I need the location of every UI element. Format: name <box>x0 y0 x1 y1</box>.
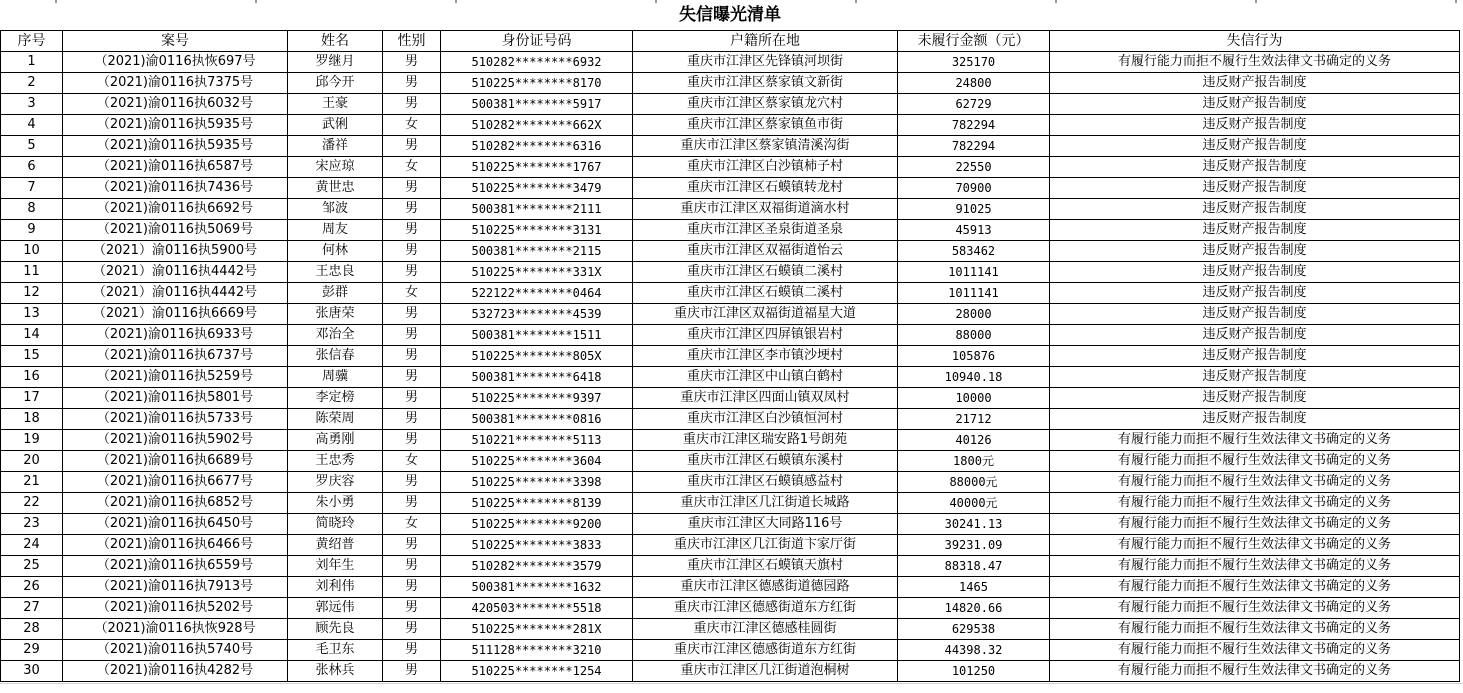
cell-id-number[interactable]: 510225********281X <box>441 619 633 640</box>
cell-name[interactable]: 邓治全 <box>288 325 383 346</box>
cell-behavior[interactable]: 有履行能力而拒不履行生效法律文书确定的义务 <box>1050 640 1460 661</box>
cell-id-number[interactable]: 510225********9200 <box>441 514 633 535</box>
cell-name[interactable]: 刘利伟 <box>288 577 383 598</box>
cell-index[interactable]: 10 <box>1 241 63 262</box>
table-row <box>1 367 1460 388</box>
cell-residence[interactable]: 重庆市江津区石蟆镇感益村 <box>633 472 898 493</box>
cell-gender[interactable]: 男 <box>383 73 441 94</box>
cell-residence[interactable]: 重庆市江津区德感街道东方红街 <box>633 598 898 619</box>
cell-id-number[interactable]: 510282********6316 <box>441 136 633 157</box>
cell-residence[interactable]: 重庆市江津区石蟆镇二溪村 <box>633 262 898 283</box>
cell-index[interactable]: 15 <box>1 346 63 367</box>
cell-id-number[interactable]: 510225********8139 <box>441 493 633 514</box>
cell-index[interactable]: 29 <box>1 640 63 661</box>
cell-behavior[interactable]: 违反财产报告制度 <box>1050 178 1460 199</box>
header-cell-name[interactable]: 姓名 <box>288 31 383 52</box>
cell-name[interactable]: 张林兵 <box>288 661 383 682</box>
header-cell-id-number[interactable]: 身份证号码 <box>441 31 633 52</box>
cell-unpaid-amount[interactable]: 70900 <box>898 178 1050 199</box>
cell-case-number[interactable]: （2021)渝0116执7436号 <box>63 178 288 199</box>
sheet-title: 失信曝光清单 <box>1 0 1460 31</box>
cell-residence[interactable]: 重庆市江津区石蟆镇东溪村 <box>633 451 898 472</box>
cell-unpaid-amount[interactable]: 101250 <box>898 661 1050 682</box>
cell-case-number[interactable]: （2021)渝0116执5069号 <box>63 220 288 241</box>
cell-unpaid-amount[interactable]: 39231.09 <box>898 535 1050 556</box>
cell-case-number[interactable]: （2021)渝0116执6587号 <box>63 157 288 178</box>
cell-index[interactable]: 26 <box>1 577 63 598</box>
cell-behavior[interactable]: 有履行能力而拒不履行生效法律文书确定的义务 <box>1050 430 1460 451</box>
cell-gender[interactable]: 男 <box>383 52 441 73</box>
cell-index[interactable]: 2 <box>1 73 63 94</box>
table-row <box>1 262 1460 283</box>
cell-gender[interactable]: 男 <box>383 304 441 325</box>
cell-id-number[interactable]: 510225********3398 <box>441 472 633 493</box>
cell-behavior[interactable]: 有履行能力而拒不履行生效法律文书确定的义务 <box>1050 577 1460 598</box>
header-row <box>1 31 1460 52</box>
table-row <box>1 409 1460 430</box>
cell-behavior[interactable]: 违反财产报告制度 <box>1050 304 1460 325</box>
cell-id-number[interactable]: 511128********3210 <box>441 640 633 661</box>
cell-name[interactable]: 邱今开 <box>288 73 383 94</box>
cell-case-number[interactable]: （2021)渝0116执恢697号 <box>63 52 288 73</box>
table-row <box>1 199 1460 220</box>
cell-unpaid-amount[interactable]: 30241.13 <box>898 514 1050 535</box>
cell-behavior[interactable]: 有履行能力而拒不履行生效法律文书确定的义务 <box>1050 493 1460 514</box>
table-row <box>1 220 1460 241</box>
cell-gender[interactable]: 女 <box>383 451 441 472</box>
cell-behavior[interactable]: 违反财产报告制度 <box>1050 73 1460 94</box>
cell-case-number[interactable]: （2021)渝0116执5801号 <box>63 388 288 409</box>
cell-behavior[interactable]: 有履行能力而拒不履行生效法律文书确定的义务 <box>1050 52 1460 73</box>
cell-index[interactable]: 18 <box>1 409 63 430</box>
table-row <box>1 430 1460 451</box>
cell-index[interactable]: 8 <box>1 199 63 220</box>
cell-gender[interactable]: 男 <box>383 556 441 577</box>
cell-name[interactable]: 周骥 <box>288 367 383 388</box>
table-row <box>1 178 1460 199</box>
cell-id-number[interactable]: 510225********805X <box>441 346 633 367</box>
table-row <box>1 94 1460 115</box>
cell-gender[interactable]: 男 <box>383 325 441 346</box>
table-row <box>1 598 1460 619</box>
cell-name[interactable]: 何林 <box>288 241 383 262</box>
cell-behavior[interactable]: 有履行能力而拒不履行生效法律文书确定的义务 <box>1050 661 1460 682</box>
cell-residence[interactable]: 重庆市江津区圣泉街道圣泉 <box>633 220 898 241</box>
cell-behavior[interactable]: 违反财产报告制度 <box>1050 367 1460 388</box>
cell-residence[interactable]: 重庆市江津区李市镇沙埂村 <box>633 346 898 367</box>
cell-case-number[interactable]: （2021)渝0116执6466号 <box>63 535 288 556</box>
cell-behavior[interactable]: 违反财产报告制度 <box>1050 136 1460 157</box>
cell-unpaid-amount[interactable]: 45913 <box>898 220 1050 241</box>
cell-name[interactable]: 邹波 <box>288 199 383 220</box>
cell-id-number[interactable]: 532723********4539 <box>441 304 633 325</box>
cell-residence[interactable]: 重庆市江津区蔡家镇鱼市街 <box>633 115 898 136</box>
cell-residence[interactable]: 重庆市江津区几江街道长城路 <box>633 493 898 514</box>
cell-index[interactable]: 27 <box>1 598 63 619</box>
table-row <box>1 493 1460 514</box>
cell-unpaid-amount[interactable]: 21712 <box>898 409 1050 430</box>
cell-behavior[interactable]: 有履行能力而拒不履行生效法律文书确定的义务 <box>1050 619 1460 640</box>
cell-name[interactable]: 简晓玲 <box>288 514 383 535</box>
header-cell-gender[interactable]: 性别 <box>383 31 441 52</box>
cell-behavior[interactable]: 违反财产报告制度 <box>1050 388 1460 409</box>
cell-name[interactable]: 张信春 <box>288 346 383 367</box>
cell-residence[interactable]: 重庆市江津区石蟆镇转龙村 <box>633 178 898 199</box>
cell-gender[interactable]: 男 <box>383 619 441 640</box>
cell-residence[interactable]: 重庆市江津区白沙镇柿子村 <box>633 157 898 178</box>
cell-behavior[interactable]: 违反财产报告制度 <box>1050 283 1460 304</box>
cell-name[interactable]: 罗继月 <box>288 52 383 73</box>
cell-case-number[interactable]: （2021)渝0116执5935号 <box>63 136 288 157</box>
cell-index[interactable]: 17 <box>1 388 63 409</box>
cell-case-number[interactable]: （2021)渝0116执6933号 <box>63 325 288 346</box>
cell-residence[interactable]: 重庆市江津区蔡家镇文新街 <box>633 73 898 94</box>
cell-id-number[interactable]: 510225********3479 <box>441 178 633 199</box>
cell-id-number[interactable]: 510225********8170 <box>441 73 633 94</box>
cell-name[interactable]: 宋应琼 <box>288 157 383 178</box>
cell-case-number[interactable]: （2021)渝0116执7913号 <box>63 577 288 598</box>
cell-index[interactable]: 11 <box>1 262 63 283</box>
cell-unpaid-amount[interactable]: 1011141 <box>898 283 1050 304</box>
cell-index[interactable]: 6 <box>1 157 63 178</box>
cell-gender[interactable]: 男 <box>383 199 441 220</box>
cell-unpaid-amount[interactable]: 24800 <box>898 73 1050 94</box>
cell-residence[interactable]: 重庆市江津区四面山镇双凤村 <box>633 388 898 409</box>
cell-gender[interactable]: 男 <box>383 94 441 115</box>
cell-id-number[interactable]: 500381********6418 <box>441 367 633 388</box>
cell-id-number[interactable]: 510225********3131 <box>441 220 633 241</box>
table-row <box>1 283 1460 304</box>
cell-unpaid-amount[interactable]: 629538 <box>898 619 1050 640</box>
cell-case-number[interactable]: （2021）渝0116执4442号 <box>63 283 288 304</box>
cell-index[interactable]: 16 <box>1 367 63 388</box>
cell-name[interactable]: 王忠良 <box>288 262 383 283</box>
cell-gender[interactable]: 女 <box>383 115 441 136</box>
cell-case-number[interactable]: （2021)渝0116执6852号 <box>63 493 288 514</box>
cell-behavior[interactable]: 违反财产报告制度 <box>1050 220 1460 241</box>
cell-index[interactable]: 30 <box>1 661 63 682</box>
cell-case-number[interactable]: （2021)渝0116执恢928号 <box>63 619 288 640</box>
cell-id-number[interactable]: 510225********1254 <box>441 661 633 682</box>
cell-unpaid-amount[interactable]: 1465 <box>898 577 1050 598</box>
table-row <box>1 619 1460 640</box>
cell-residence[interactable]: 重庆市江津区蔡家镇清溪沟街 <box>633 136 898 157</box>
cell-unpaid-amount[interactable]: 782294 <box>898 115 1050 136</box>
cell-case-number[interactable]: （2021)渝0116执6689号 <box>63 451 288 472</box>
cell-case-number[interactable]: （2021)渝0116执5259号 <box>63 367 288 388</box>
cell-case-number[interactable]: （2021）渝0116执6669号 <box>63 304 288 325</box>
cell-behavior[interactable]: 有履行能力而拒不履行生效法律文书确定的义务 <box>1050 472 1460 493</box>
cell-behavior[interactable]: 违反财产报告制度 <box>1050 262 1460 283</box>
cell-gender[interactable]: 男 <box>383 472 441 493</box>
cell-name[interactable]: 黄绍普 <box>288 535 383 556</box>
cell-unpaid-amount[interactable]: 28000 <box>898 304 1050 325</box>
cell-residence[interactable]: 重庆市江津区石蟆镇天旗村 <box>633 556 898 577</box>
cell-residence[interactable]: 重庆市江津区瑞安路1号朗苑 <box>633 430 898 451</box>
cell-case-number[interactable]: （2021)渝0116执7375号 <box>63 73 288 94</box>
cell-id-number[interactable]: 510225********1767 <box>441 157 633 178</box>
cell-gender[interactable]: 女 <box>383 157 441 178</box>
cell-residence[interactable]: 重庆市江津区德感街道东方红街 <box>633 640 898 661</box>
cell-name[interactable]: 顾先良 <box>288 619 383 640</box>
cell-residence[interactable]: 重庆市江津区石蟆镇二溪村 <box>633 283 898 304</box>
cell-id-number[interactable]: 522122********0464 <box>441 283 633 304</box>
cell-case-number[interactable]: （2021)渝0116执5202号 <box>63 598 288 619</box>
cell-behavior[interactable]: 违反财产报告制度 <box>1050 199 1460 220</box>
cell-name[interactable]: 王豪 <box>288 94 383 115</box>
cell-index[interactable]: 23 <box>1 514 63 535</box>
cell-gender[interactable]: 男 <box>383 388 441 409</box>
cell-id-number[interactable]: 510221********5113 <box>441 430 633 451</box>
cell-unpaid-amount[interactable]: 62729 <box>898 94 1050 115</box>
header-cell-index[interactable]: 序号 <box>1 31 63 52</box>
cell-index[interactable]: 25 <box>1 556 63 577</box>
cell-behavior[interactable]: 有履行能力而拒不履行生效法律文书确定的义务 <box>1050 535 1460 556</box>
table-row <box>1 325 1460 346</box>
cell-name[interactable]: 武俐 <box>288 115 383 136</box>
table-row <box>1 514 1460 535</box>
cell-unpaid-amount[interactable]: 44398.32 <box>898 640 1050 661</box>
cell-residence[interactable]: 重庆市江津区双福街道滴水村 <box>633 199 898 220</box>
cell-gender[interactable]: 男 <box>383 598 441 619</box>
cell-unpaid-amount[interactable]: 22550 <box>898 157 1050 178</box>
cell-id-number[interactable]: 500381********2111 <box>441 199 633 220</box>
cell-name[interactable]: 朱小勇 <box>288 493 383 514</box>
cell-index[interactable]: 28 <box>1 619 63 640</box>
cell-case-number[interactable]: （2021)渝0116执6450号 <box>63 514 288 535</box>
cell-gender[interactable]: 男 <box>383 262 441 283</box>
cell-name[interactable]: 毛卫东 <box>288 640 383 661</box>
cell-unpaid-amount[interactable]: 88000元 <box>898 472 1050 493</box>
cell-case-number[interactable]: （2021）渝0116执5900号 <box>63 241 288 262</box>
table-row <box>1 451 1460 472</box>
cell-residence[interactable]: 重庆市江津区大同路116号 <box>633 514 898 535</box>
cell-id-number[interactable]: 510225********9397 <box>441 388 633 409</box>
cell-id-number[interactable]: 510282********6932 <box>441 52 633 73</box>
header-cell-case-number[interactable]: 案号 <box>63 31 288 52</box>
cell-unpaid-amount[interactable]: 325170 <box>898 52 1050 73</box>
table-row <box>1 472 1460 493</box>
cell-gender[interactable]: 男 <box>383 661 441 682</box>
cell-name[interactable]: 陈荣周 <box>288 409 383 430</box>
cell-unpaid-amount[interactable]: 88000 <box>898 325 1050 346</box>
cell-name[interactable]: 彭群 <box>288 283 383 304</box>
cell-id-number[interactable]: 500381********1632 <box>441 577 633 598</box>
cell-case-number[interactable]: （2021）渝0116执4442号 <box>63 262 288 283</box>
cell-residence[interactable]: 重庆市江津区双福街道福星大道 <box>633 304 898 325</box>
cell-gender[interactable]: 男 <box>383 640 441 661</box>
cell-gender[interactable]: 女 <box>383 283 441 304</box>
cell-behavior[interactable]: 违反财产报告制度 <box>1050 241 1460 262</box>
cell-gender[interactable]: 男 <box>383 220 441 241</box>
cell-case-number[interactable]: （2021)渝0116执5733号 <box>63 409 288 430</box>
cell-name[interactable]: 罗庆容 <box>288 472 383 493</box>
cell-case-number[interactable]: （2021)渝0116执6677号 <box>63 472 288 493</box>
cell-residence[interactable]: 重庆市江津区先锋镇河坝街 <box>633 52 898 73</box>
cell-index[interactable]: 9 <box>1 220 63 241</box>
cell-index[interactable]: 14 <box>1 325 63 346</box>
cell-index[interactable]: 5 <box>1 136 63 157</box>
table-row <box>1 115 1460 136</box>
cell-gender[interactable]: 男 <box>383 409 441 430</box>
table-row <box>1 661 1460 682</box>
cell-name[interactable]: 刘年生 <box>288 556 383 577</box>
cell-unpaid-amount[interactable]: 1800元 <box>898 451 1050 472</box>
table-row <box>1 157 1460 178</box>
cell-gender[interactable]: 男 <box>383 136 441 157</box>
cell-residence[interactable]: 重庆市江津区双福街道怡云 <box>633 241 898 262</box>
cell-id-number[interactable]: 510225********331X <box>441 262 633 283</box>
cell-unpaid-amount[interactable]: 1011141 <box>898 262 1050 283</box>
cell-gender[interactable]: 男 <box>383 178 441 199</box>
table-row <box>1 388 1460 409</box>
cell-index[interactable]: 22 <box>1 493 63 514</box>
cell-residence[interactable]: 重庆市江津区德感街道德园路 <box>633 577 898 598</box>
cell-id-number[interactable]: 500381********1511 <box>441 325 633 346</box>
cell-residence[interactable]: 重庆市江津区白沙镇恒河村 <box>633 409 898 430</box>
cell-name[interactable]: 李定榜 <box>288 388 383 409</box>
cell-residence[interactable]: 重庆市江津区四屏镇银岩村 <box>633 325 898 346</box>
cell-case-number[interactable]: （2021)渝0116执4282号 <box>63 661 288 682</box>
table-row <box>1 556 1460 577</box>
cell-case-number[interactable]: （2021)渝0116执6559号 <box>63 556 288 577</box>
cell-gender[interactable]: 男 <box>383 367 441 388</box>
cell-unpaid-amount[interactable]: 105876 <box>898 346 1050 367</box>
cell-unpaid-amount[interactable]: 91025 <box>898 199 1050 220</box>
cell-case-number[interactable]: （2021)渝0116执5902号 <box>63 430 288 451</box>
cell-behavior[interactable]: 有履行能力而拒不履行生效法律文书确定的义务 <box>1050 556 1460 577</box>
table-row <box>1 346 1460 367</box>
cell-index[interactable]: 1 <box>1 52 63 73</box>
cell-name[interactable]: 王忠秀 <box>288 451 383 472</box>
cell-behavior[interactable]: 违反财产报告制度 <box>1050 94 1460 115</box>
cell-name[interactable]: 潘祥 <box>288 136 383 157</box>
cell-unpaid-amount[interactable]: 782294 <box>898 136 1050 157</box>
cell-residence[interactable]: 重庆市江津区德感桂圆街 <box>633 619 898 640</box>
cell-id-number[interactable]: 500381********0816 <box>441 409 633 430</box>
table-row <box>1 241 1460 262</box>
cell-id-number[interactable]: 510282********3579 <box>441 556 633 577</box>
cell-unpaid-amount[interactable]: 40000元 <box>898 493 1050 514</box>
cell-id-number[interactable]: 420503********5518 <box>441 598 633 619</box>
cell-index[interactable]: 24 <box>1 535 63 556</box>
cell-index[interactable]: 4 <box>1 115 63 136</box>
cell-case-number[interactable]: （2021)渝0116执5935号 <box>63 115 288 136</box>
table-row <box>1 640 1460 661</box>
cell-behavior[interactable]: 违反财产报告制度 <box>1050 115 1460 136</box>
cell-behavior[interactable]: 违反财产报告制度 <box>1050 325 1460 346</box>
cell-gender[interactable]: 女 <box>383 514 441 535</box>
table-row <box>1 136 1460 157</box>
table-row <box>1 577 1460 598</box>
cell-unpaid-amount[interactable]: 10000 <box>898 388 1050 409</box>
header-cell-behavior[interactable]: 失信行为 <box>1050 31 1460 52</box>
cell-id-number[interactable]: 500381********5917 <box>441 94 633 115</box>
cell-id-number[interactable]: 500381********2115 <box>441 241 633 262</box>
title-row <box>1 0 1460 31</box>
cell-gender[interactable]: 男 <box>383 430 441 451</box>
cell-residence[interactable]: 重庆市江津区几江街道卞家厅街 <box>633 535 898 556</box>
cell-id-number[interactable]: 510225********3604 <box>441 451 633 472</box>
cell-name[interactable]: 张唐荣 <box>288 304 383 325</box>
cell-index[interactable]: 13 <box>1 304 63 325</box>
cell-gender[interactable]: 男 <box>383 535 441 556</box>
cell-name[interactable]: 周友 <box>288 220 383 241</box>
cell-index[interactable]: 21 <box>1 472 63 493</box>
cell-gender[interactable]: 男 <box>383 346 441 367</box>
cell-name[interactable]: 黄世忠 <box>288 178 383 199</box>
cell-index[interactable]: 20 <box>1 451 63 472</box>
cell-index[interactable]: 7 <box>1 178 63 199</box>
cell-behavior[interactable]: 违反财产报告制度 <box>1050 346 1460 367</box>
cell-unpaid-amount[interactable]: 583462 <box>898 241 1050 262</box>
cell-residence[interactable]: 重庆市江津区蔡家镇龙穴村 <box>633 94 898 115</box>
cell-name[interactable]: 高勇刚 <box>288 430 383 451</box>
cell-behavior[interactable]: 违反财产报告制度 <box>1050 409 1460 430</box>
cell-id-number[interactable]: 510282********662X <box>441 115 633 136</box>
cell-name[interactable]: 郭远伟 <box>288 598 383 619</box>
cell-index[interactable]: 3 <box>1 94 63 115</box>
cell-index[interactable]: 12 <box>1 283 63 304</box>
cell-id-number[interactable]: 510225********3833 <box>441 535 633 556</box>
cell-case-number[interactable]: （2021)渝0116执6032号 <box>63 94 288 115</box>
cell-index[interactable]: 19 <box>1 430 63 451</box>
cell-case-number[interactable]: （2021)渝0116执6692号 <box>63 199 288 220</box>
cell-behavior[interactable]: 有履行能力而拒不履行生效法律文书确定的义务 <box>1050 514 1460 535</box>
cell-case-number[interactable]: （2021)渝0116执5740号 <box>63 640 288 661</box>
table-row <box>1 304 1460 325</box>
table-row <box>1 52 1460 73</box>
cell-behavior[interactable]: 违反财产报告制度 <box>1050 157 1460 178</box>
cell-unpaid-amount[interactable]: 88318.47 <box>898 556 1050 577</box>
cell-residence[interactable]: 重庆市江津区几江街道泡桐树 <box>633 661 898 682</box>
header-cell-unpaid-amount[interactable]: 未履行金额（元） <box>898 31 1050 52</box>
cell-unpaid-amount[interactable]: 10940.18 <box>898 367 1050 388</box>
cell-unpaid-amount[interactable]: 40126 <box>898 430 1050 451</box>
table-row <box>1 73 1460 94</box>
cell-unpaid-amount[interactable]: 14820.66 <box>898 598 1050 619</box>
cell-case-number[interactable]: （2021)渝0116执6737号 <box>63 346 288 367</box>
header-cell-residence[interactable]: 户籍所在地 <box>633 31 898 52</box>
cell-gender[interactable]: 男 <box>383 241 441 262</box>
cell-gender[interactable]: 男 <box>383 577 441 598</box>
cell-residence[interactable]: 重庆市江津区中山镇白鹤村 <box>633 367 898 388</box>
cell-behavior[interactable]: 有履行能力而拒不履行生效法律文书确定的义务 <box>1050 451 1460 472</box>
cell-behavior[interactable]: 有履行能力而拒不履行生效法律文书确定的义务 <box>1050 598 1460 619</box>
cell-gender[interactable]: 男 <box>383 493 441 514</box>
table-row <box>1 535 1460 556</box>
